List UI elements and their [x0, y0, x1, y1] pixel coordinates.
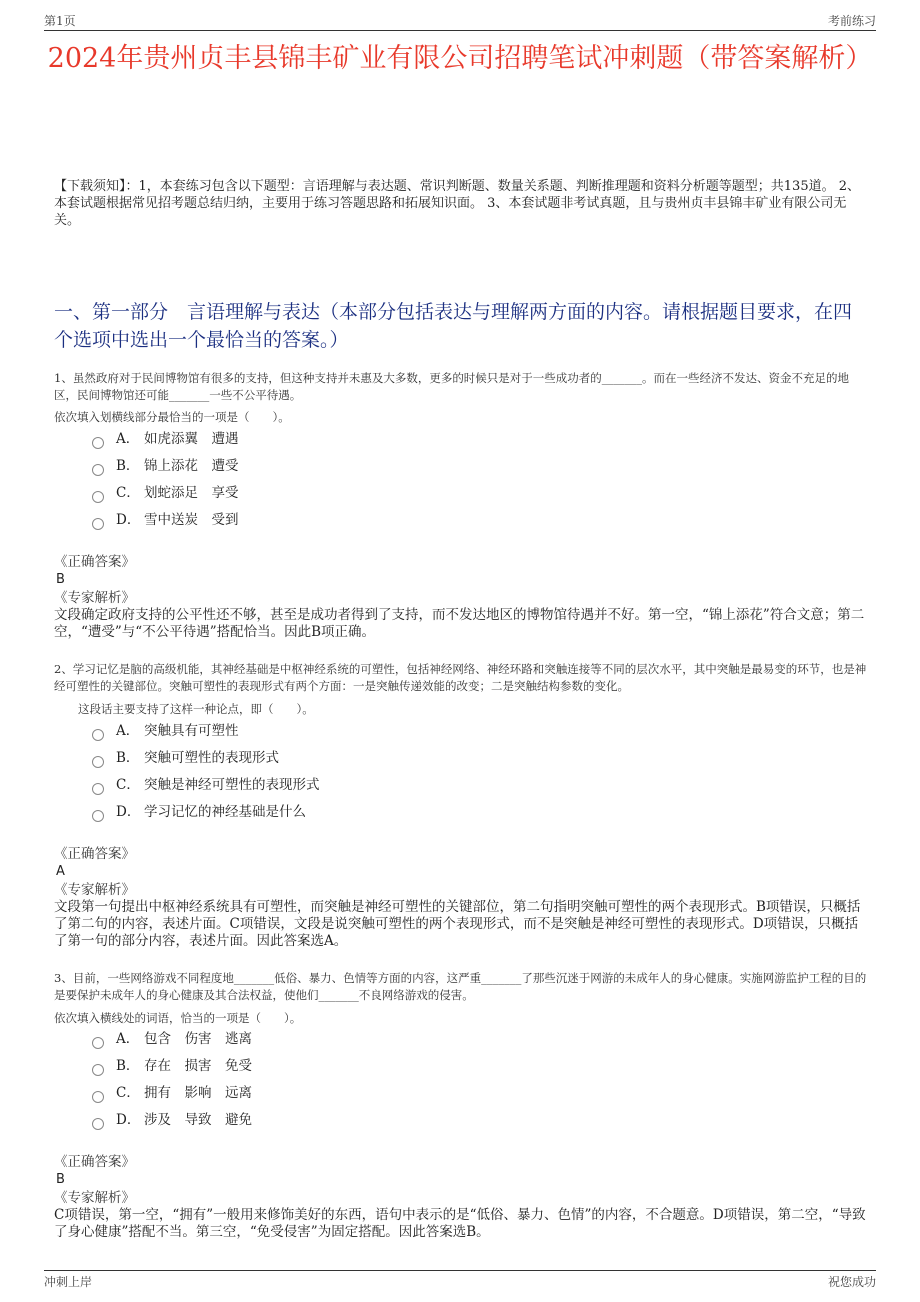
option-b[interactable]: B． 锦上添花 遭受 [92, 453, 239, 480]
correct-answer-label: 《正确答案》 [54, 554, 135, 570]
footer-right: 祝您成功 [827, 1275, 876, 1289]
page-footer [44, 1270, 876, 1291]
question-prompt: 这段话主要支持了这样一种论点，即（ ）。 [78, 702, 314, 716]
page-header [44, 12, 876, 31]
page-number: 第1页 [44, 14, 76, 28]
option-d[interactable]: D． 学习记忆的神经基础是什么 [92, 799, 320, 826]
footer-left: 冲刺上岸 [44, 1275, 93, 1289]
radio-icon[interactable] [92, 756, 104, 768]
radio-icon[interactable] [92, 1037, 104, 1049]
option-a[interactable]: A． 如虎添翼 遭遇 [92, 426, 239, 453]
radio-icon[interactable] [92, 1091, 104, 1103]
radio-icon[interactable] [92, 464, 104, 476]
analysis-text: 文段第一句提出中枢神经系统具有可塑性，而突触是神经可塑性的关键部位，第二句指明突触可塑性的两个表现形式。B项错误，只概括了第二句的内容，表述片面。C项错误，文段是说突触可塑性的两个表现形式，而不是突触是神经可塑性的表现形式。D项错误，只概括了第一句的部分内容，表述片面。因此答案选A。 [54, 899, 861, 949]
answer-block [54, 553, 870, 641]
option-b[interactable]: B． 突触可塑性的表现形式 [92, 745, 320, 772]
option-d[interactable]: D． 涉及 导致 避免 [92, 1107, 252, 1134]
question-prompt: 依次填入横线处的词语，恰当的一项是（ ）。 [54, 1011, 302, 1025]
correct-answer-label: 《正确答案》 [54, 846, 135, 862]
question-stem: 1、虽然政府对于民间博物馆有很多的支持，但这种支持并未惠及大多数，更多的时候只是对于一些成功者的_______。而在一些经济不发达、资金不充足的地区，民间博物馆还可能_______一些不公平待遇。 [54, 371, 850, 402]
download-notice: 【下载须知】：1，本套练习包含以下题型：言语理解与表达题、常识判断题、数量关系题、判断推理题和资料分析题等题型；共135道。 2、本套试题根据常见招考题总结归纳，主要用于练习答题思路和拓展知识面。 3、本套试题非考试真题，且与贵州贞丰县锦丰矿业有限公司无关。 [54, 179, 860, 228]
radio-icon[interactable] [92, 1064, 104, 1076]
option-list [92, 718, 320, 826]
radio-icon[interactable] [92, 1118, 104, 1130]
analysis-text: 文段确定政府支持的公平性还不够，甚至是成功者得到了支持，而不发达地区的博物馆待遇并不好。第一空，“锦上添花”符合文意；第二空，“遭受”与“不公平待遇”搭配恰当。因此B项正确。 [54, 607, 865, 640]
question-stem: 3、目前，一些网络游戏不同程度地_______低俗、暴力、色情等方面的内容，这严重_______了那些沉迷于网游的未成年人的身心健康。实施网游监护工程的目的是要保护未成年人的身心健康及其合法权益，使他们_______不良网络游戏的侵害。 [54, 971, 867, 1002]
radio-icon[interactable] [92, 729, 104, 741]
correct-answer: B [56, 1172, 65, 1187]
option-a[interactable]: A． 包含 伤害 逃离 [92, 1026, 252, 1053]
option-a[interactable]: A． 突触具有可塑性 [92, 718, 320, 745]
analysis-label: 《专家解析》 [54, 590, 135, 606]
analysis-label: 《专家解析》 [54, 1190, 135, 1206]
question-prompt: 依次填入划横线部分最恰当的一项是（ ）。 [54, 410, 290, 424]
document-title: 2024年贵州贞丰县锦丰矿业有限公司招聘笔试冲刺题（带答案解析） [47, 43, 873, 74]
question-stem: 2、学习记忆是脑的高级机能，其神经基础是中枢神经系统的可塑性，包括神经网络、神经环路和突触连接等不同的层次水平，其中突触是最易变的环节，也是神经可塑性的关键部位。突触可塑性的表现形式有两个方面：一是突触传递效能的改变；二是突触结构参数的变化。 [54, 662, 867, 693]
answer-block [54, 1153, 870, 1241]
option-b[interactable]: B． 存在 损害 免受 [92, 1053, 252, 1080]
answer-block [54, 845, 870, 950]
radio-icon[interactable] [92, 518, 104, 530]
option-list [92, 1026, 252, 1134]
correct-answer: B [56, 572, 65, 587]
option-list [92, 426, 239, 534]
option-c[interactable]: C． 突触是神经可塑性的表现形式 [92, 772, 320, 799]
radio-icon[interactable] [92, 783, 104, 795]
option-d[interactable]: D． 雪中送炭 受到 [92, 507, 239, 534]
analysis-text: C项错误，第一空，“拥有”一般用来修饰美好的东西，语句中表示的是“低俗、暴力、色情”的内容，不合题意。D项错误，第二空，“导致了身心健康”搭配不当。第三空，“免受侵害”为固定搭配。因此答案选B。 [54, 1207, 866, 1240]
radio-icon[interactable] [92, 491, 104, 503]
radio-icon[interactable] [92, 437, 104, 449]
radio-icon[interactable] [92, 810, 104, 822]
correct-answer-label: 《正确答案》 [54, 1154, 135, 1170]
section-heading: 一、第一部分 言语理解与表达（本部分包括表达与理解两方面的内容。请根据题目要求，在四个选项中选出一个最恰当的答案。） [54, 301, 853, 351]
option-c[interactable]: C． 划蛇添足 享受 [92, 480, 239, 507]
correct-answer: A [56, 864, 65, 879]
header-tag: 考前练习 [827, 14, 876, 28]
option-c[interactable]: C． 拥有 影响 远离 [92, 1080, 252, 1107]
analysis-label: 《专家解析》 [54, 882, 135, 898]
